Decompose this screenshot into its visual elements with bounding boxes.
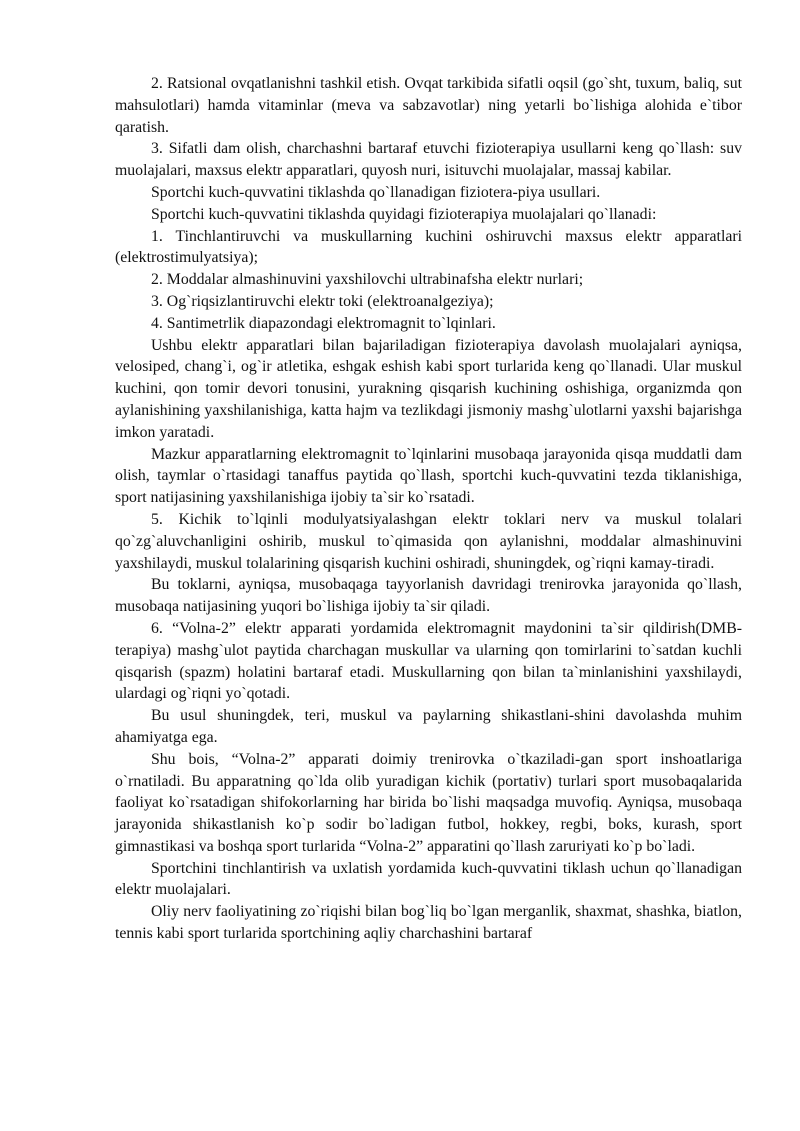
paragraph-modulated-currents: 5. Kichik to`lqinli modulyatsiyalashgan elektr toklari nerv va muskul tolalari qo`zg`aluvchanligini oshirib, muskul to`qimasida qon aylanishni, moddalar almashinuvini yaxshilaydi, muskul tolalarining qisqarish kuchini oshiradi, shuningdek, og`riqni kamay-tiradi. bbox=[115, 510, 742, 572]
list-item-3: 3. Og`riqsizlantiruvchi elektr toki (elektroanalgeziya); bbox=[151, 292, 494, 310]
paragraph-mental-fatigue: Oliy nerv faoliyatining zo`riqishi bilan bog`liq bo`lgan merganlik, shaxmat, shashka, biatlon, tennis kabi sport turlarida sportchining aqliy charchashini bartaraf bbox=[115, 903, 742, 943]
paragraph-electromagnetic: Mazkur apparatlarning elektromagnit to`lqinlarini musobaqa jarayonida qisqa muddatli dam olish, taymlar o`rtasidagi tanaffus paytida qo`llash, sportchi kuch-quvvatini tezda tiklanishiga, sport natijasining yaxshilanishiga ijobiy ta`sir ko`rsatadi. bbox=[115, 445, 742, 507]
paragraph-volna-installation: Shu bois, “Volna-2” apparati doimiy trenirovka o`tkaziladi-gan sport inshoatlariga o`rnatiladi. Bu apparatning qo`lda olib yuradigan kichik (portativ) turlari sport musobaqalarida faoliyat ko`rsatadigan shifokorlarning har birida bo`lishi maqsadga muvofiq. Ayniqsa, musobaqa jarayonida shikastlanish ko`p sodir bo`ladigan futbol, hokkey, regbi, boks, kurash, sport gimnastikasi va boshqa sport turlarida “Volna-2” apparatini qo`llash zaruriyati ko`p bo`ladi. bbox=[115, 750, 742, 855]
paragraph-heading-physio: Sportchi kuch-quvvatini tiklashda qo`llanadigan fiziotera-piya usullari. bbox=[151, 183, 601, 201]
paragraph-injury-treatment: Bu usul shuningdek, teri, muskul va paylarning shikastlani-shini davolashda muhim ahamiyatga ega. bbox=[115, 707, 742, 746]
paragraph-volna: 6. “Volna-2” elektr apparati yordamida elektromagnit maydonini ta`sir qildirish(DMB-terapiya) mashg`ulot paytida charchagan muskullar va ularning qon tomirlarini to`satdan kuchli qisqarish (spazm) holatini bartaraf etadi. Muskullarning qon bilan ta`minlanishini yaxshilaydi, ulardagi og`riqni yo`qotadi. bbox=[115, 619, 742, 703]
body-text bbox=[115, 73, 742, 945]
paragraph-intro-list: Sportchi kuch-quvvatini tiklashda quyidagi fizioterapiya muolajalari qo`llanadi: bbox=[151, 205, 657, 223]
paragraph-nutrition: 2. Ratsional ovqatlanishni tashkil etish. Ovqat tarkibida sifatli oqsil (go`sht, tuxum, baliq, sut mahsulotlari) hamda vitaminlar (meva va sabzavotlar) ning yetarli bo`lishiga alohida e`tibor qaratish. bbox=[115, 75, 742, 136]
list-item-4: 4. Santimetrlik diapazondagi elektromagnit to`lqinlari. bbox=[151, 314, 496, 332]
list-item-1: 1. Tinchlantiruvchi va muskullarning kuchini oshiruvchi maxsus elektr apparatlari (elektrostimulyatsiya); bbox=[115, 227, 742, 267]
paragraph-heading-sleep: Sportchini tinchlantirish va uxlatish yordamida kuch-quvvatini tiklash uchun qo`llanadigan elektr muolajalari. bbox=[115, 859, 742, 899]
paragraph-rest: 3. Sifatli dam olish, charchashni bartaraf etuvchi fizioterapiya usullarni keng qo`llash: suv muolajalari, maxsus elektr apparatlari, quyosh nuri, isituvchi muolajalar, massaj kabilar. bbox=[115, 140, 742, 180]
paragraph-currents-training: Bu toklarni, ayniqsa, musobaqaga tayyorlanish davridagi trenirovka jarayonida qo`llash, musobaqa natijasining yuqori bo`lishiga ijobiy ta`sir qiladi. bbox=[115, 576, 742, 616]
paragraph-apparatus-use: Ushbu elektr apparatlari bilan bajariladigan fizioterapiya davolash muolajalari ayniqsa, velosiped, chang`i, og`ir atletika, eshgak eshish kabi sport turlarida keng qo`llanadi. Ular muskul kuchini, qon tomir devori tonusini, yurakning qisqarish kuchining oshishiga, organizmda qon aylanishining yaxshilanishiga, katta hajm va tezlikdagi jismoniy mashg`ulotlarni yaxshi bajarishga imkon yaratadi. bbox=[115, 336, 742, 441]
list-item-2: 2. Moddalar almashinuvini yaxshilovchi ultrabinafsha elektr nurlari; bbox=[151, 271, 584, 289]
